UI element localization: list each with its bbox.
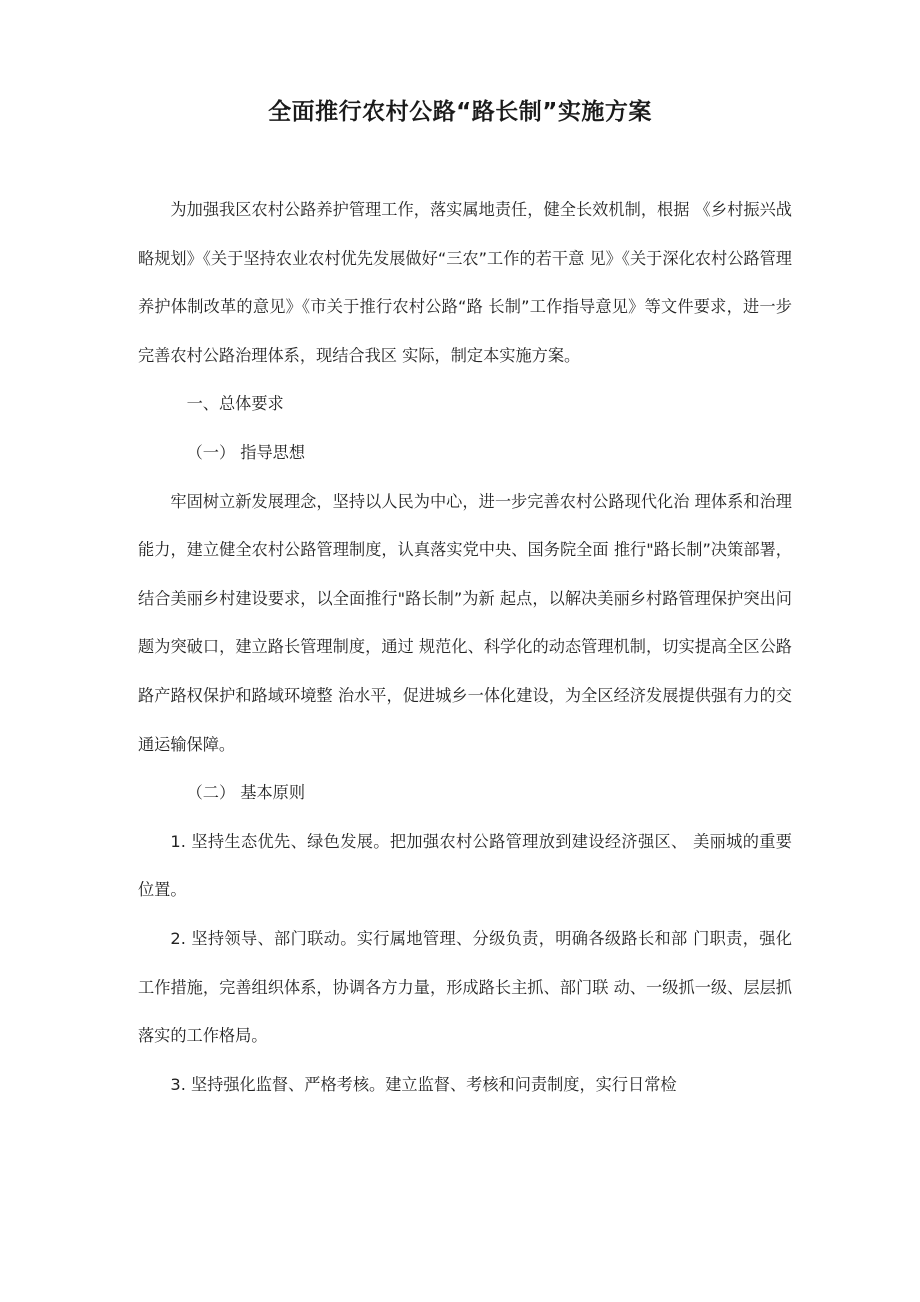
document-title: 全面推行农村公路“路长制”实施方案 (268, 99, 652, 125)
guiding-ideology-paragraph: 牢固树立新发展理念，坚持以人民为中心，进一步完善农村公路现代化治 理体系和治理能力，建立健全农村公路管理制度，认真落实党中央、国务院全面 推行"路长制”决策部署，结合美丽乡村建设要求，以全面推行"路长制”为新 起点，以解决美丽乡村路管理保护突出问题为突破口，建立路长管理制度，通过 规范化、科学化的动态管理机制，切实提高全区公路路产路权保护和路域环境整 治水平，促进城乡一体化建设，为全区经济发展提供强有力的交通运输保障。 (138, 491, 792, 754)
principle-item-2: 2. 坚持领导、部门联动。实行属地管理、分级负责，明确各级路长和部 门职责，强化工作措施，完善组织体系，协调各方力量，形成路长主抓、部门联 动、一级抓一级、层层抓落实的工作格局。 (138, 928, 792, 1046)
intro-paragraph: 为加强我区农村公路养护管理工作，落实属地责任，健全长效机制，根据 《乡村振兴战略规划》《关于坚持农业农村优先发展做好“三农”工作的若干意 见》《关于深化农村公路管理养护体制改革的意见》《市关于推行农村公路“路 长制”工作指导意见》等文件要求，进一步完善农村公路治理体系，现结合我区 实际，制定本实施方案。 (138, 200, 792, 365)
section-heading-general-requirements: 一、总体要求 (186, 394, 284, 414)
subsection-heading-basic-principles: （二） 基本原则 (186, 783, 306, 803)
principle-item-3: 3. 坚持强化监督、严格考核。建立监督、考核和问责制度，实行日常检 (170, 1074, 677, 1094)
document-body (138, 186, 792, 1109)
principle-item-1: 1. 坚持生态优先、绿色发展。把加强农村公路管理放到建设经济强区、 美丽城的重要位置。 (138, 831, 792, 900)
subsection-heading-guiding-ideology: （一） 指导思想 (186, 442, 306, 462)
